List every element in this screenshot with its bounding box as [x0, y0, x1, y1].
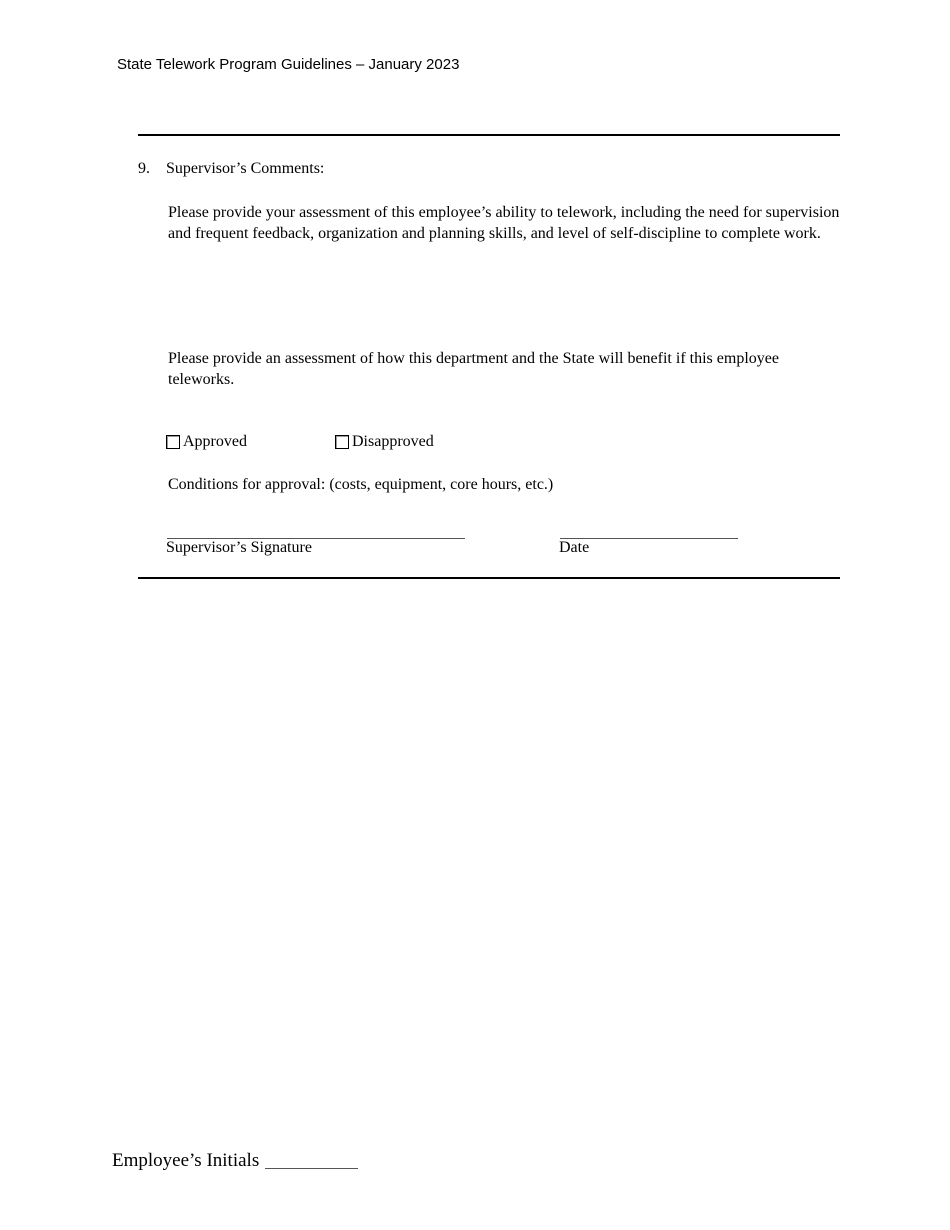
section-bottom-divider: [138, 577, 840, 579]
approved-option[interactable]: [166, 433, 247, 451]
disapproved-checkbox[interactable]: [335, 435, 349, 449]
supervisor-signature-label: Supervisor’s Signature: [166, 539, 312, 556]
page-header-title: State Telework Program Guidelines – January 2023: [117, 56, 460, 73]
section-number: 9.: [138, 160, 150, 177]
section-top-divider: [138, 134, 840, 136]
disapproved-label: Disapproved: [352, 433, 434, 450]
date-label: Date: [559, 539, 590, 556]
employee-initials-field[interactable]: [265, 1168, 358, 1169]
assessment-instructions: Please provide your assessment of this employee’s ability to telework, including the need for supervision and frequent feedback, organization and planning skills, and level of self-discipline to complete work.: [168, 204, 840, 242]
section-heading: [138, 160, 324, 178]
employee-initials-label: Employee’s Initials: [112, 1150, 260, 1171]
approved-checkbox[interactable]: [166, 435, 180, 449]
employee-initials: [112, 1150, 358, 1172]
conditions-label: Conditions for approval: (costs, equipment, core hours, etc.): [168, 476, 554, 493]
section-title: Supervisor’s Comments:: [166, 160, 325, 177]
benefit-instructions: Please provide an assessment of how this department and the State will benefit if this employee teleworks.: [168, 350, 779, 388]
disapproved-option[interactable]: [335, 433, 434, 451]
approved-label: Approved: [183, 433, 247, 450]
